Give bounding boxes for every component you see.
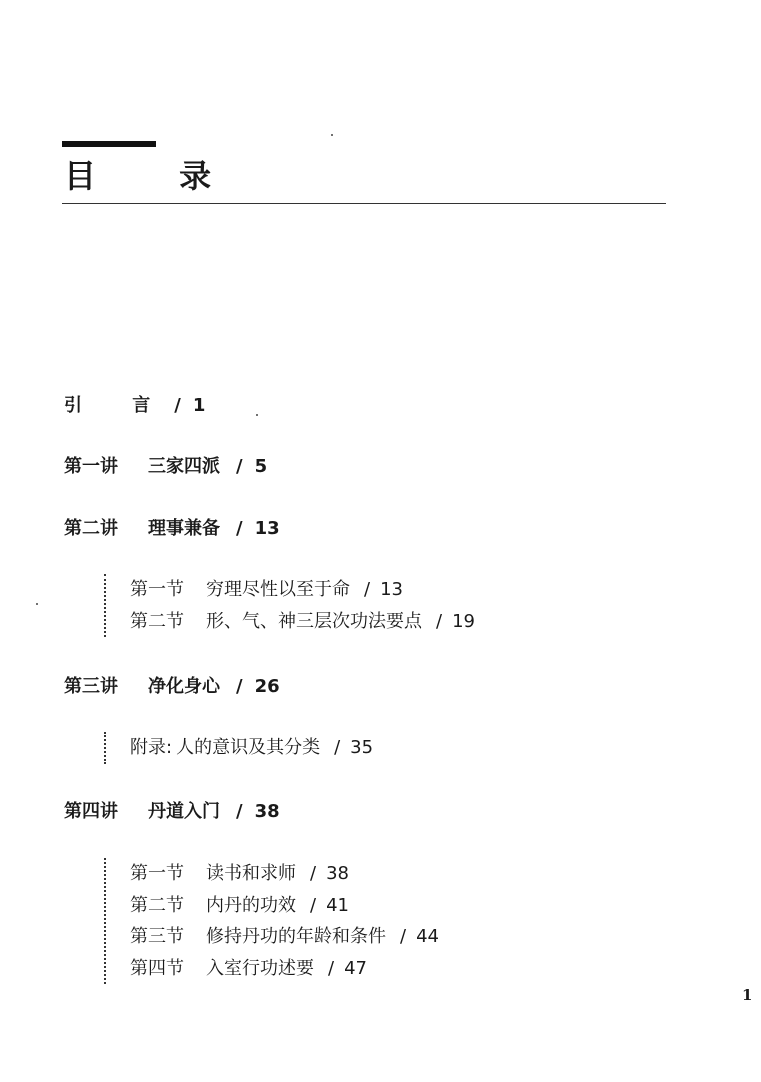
entry-title: 三家四派 xyxy=(148,456,220,477)
entry-label: 第四讲 xyxy=(64,801,118,822)
toc-subentry[interactable] xyxy=(130,732,373,764)
toc-entry-lecture-4[interactable] xyxy=(64,800,280,824)
toc-entry-lecture-2[interactable] xyxy=(64,517,280,541)
entry-title: 丹道入门 xyxy=(148,801,220,822)
separator: / xyxy=(174,395,181,416)
toc-subentry[interactable] xyxy=(130,921,439,953)
subentry-label: 第一节 xyxy=(130,579,184,600)
subentry-label: 附录: xyxy=(130,737,173,758)
subentry-page: 35 xyxy=(350,737,374,758)
title-underline xyxy=(62,203,666,204)
toc-subentry[interactable] xyxy=(130,953,439,985)
scan-speck xyxy=(331,134,333,136)
entry-label: 引 言 xyxy=(64,395,173,416)
subentry-title: 形、气、神三层次功法要点 xyxy=(206,610,422,632)
entry-title: 理事兼备 xyxy=(148,518,220,539)
toc-subentry[interactable] xyxy=(130,606,475,638)
subentry-title: 修持丹功的年龄和条件 xyxy=(206,926,386,947)
entry-label: 第一讲 xyxy=(64,456,118,477)
subentry-page: 44 xyxy=(416,926,439,947)
toc-entry-lecture-3[interactable] xyxy=(64,675,280,699)
toc-subentry[interactable] xyxy=(130,574,475,606)
page-title: 目 录 xyxy=(64,157,248,195)
subentry-page: 41 xyxy=(326,894,349,916)
subentry-title: 内丹的功效 xyxy=(206,894,296,916)
subentry-title: 入室行功述要 xyxy=(206,957,314,979)
entry-page: 5 xyxy=(254,456,268,477)
title-top-rule xyxy=(62,141,156,147)
separator: / xyxy=(236,801,243,822)
separator: / xyxy=(400,926,407,947)
subentry-page: 47 xyxy=(344,957,367,979)
subentry-label: 第三节 xyxy=(130,926,184,947)
subentry-title: 人的意识及其分类 xyxy=(176,737,321,758)
separator: / xyxy=(236,456,243,477)
toc-subgroup-lecture-3 xyxy=(104,732,373,764)
separator: / xyxy=(236,518,243,539)
subentry-label: 第一节 xyxy=(130,863,184,884)
separator: / xyxy=(310,863,317,884)
toc-entry-intro[interactable] xyxy=(64,394,205,418)
subentry-label: 第二节 xyxy=(130,894,184,916)
toc-entry-lecture-1[interactable] xyxy=(64,455,267,479)
separator: / xyxy=(364,579,371,600)
separator: / xyxy=(328,957,335,979)
scan-speck xyxy=(256,414,258,416)
subentry-page: 19 xyxy=(452,610,475,632)
page-number: 1 xyxy=(742,986,753,1004)
entry-label: 第二讲 xyxy=(64,518,118,539)
entry-page: 26 xyxy=(254,676,280,697)
subentry-title: 读书和求师 xyxy=(206,863,296,884)
separator: / xyxy=(436,610,443,632)
entry-title: 净化身心 xyxy=(148,676,220,697)
toc-subgroup-lecture-4 xyxy=(104,858,439,984)
scan-speck xyxy=(36,603,38,605)
entry-page: 38 xyxy=(254,801,280,822)
separator: / xyxy=(310,894,317,916)
entry-page: 1 xyxy=(192,395,206,416)
toc-subgroup-lecture-2 xyxy=(104,574,475,637)
subentry-title: 穷理尽性以至于命 xyxy=(206,579,350,600)
subentry-page: 38 xyxy=(326,863,349,884)
separator: / xyxy=(236,676,243,697)
subentry-label: 第四节 xyxy=(130,957,184,979)
entry-page: 13 xyxy=(254,518,280,539)
separator: / xyxy=(334,737,341,758)
toc-subentry[interactable] xyxy=(130,858,439,890)
subentry-label: 第二节 xyxy=(130,610,184,632)
entry-label: 第三讲 xyxy=(64,676,118,697)
subentry-page: 13 xyxy=(380,579,403,600)
toc-subentry[interactable] xyxy=(130,890,439,922)
